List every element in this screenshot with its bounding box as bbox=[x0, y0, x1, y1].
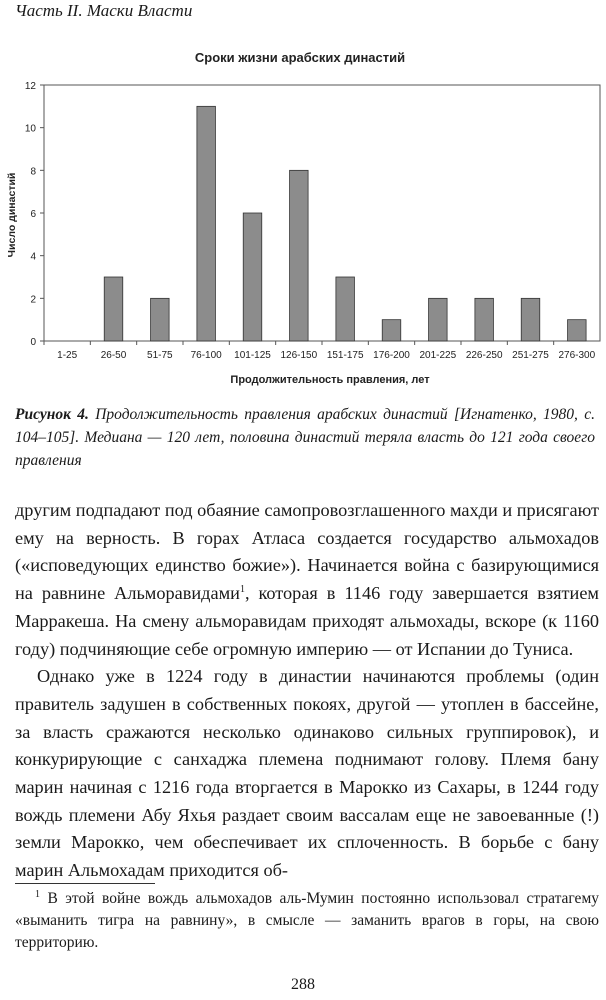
bar bbox=[151, 298, 170, 341]
x-tick-label: 201-225 bbox=[419, 350, 457, 361]
body-text bbox=[15, 497, 599, 885]
x-tick-label: 176-200 bbox=[373, 350, 410, 361]
caption-text: Продолжительность правления арабских династий [Игнатенко, 1980, с. 104–105]. Медиана — 120 лет, половина династий теряла власть до 121 года своего правления bbox=[15, 406, 595, 469]
bar bbox=[475, 298, 494, 341]
x-tick-label: 76-100 bbox=[190, 350, 222, 361]
bar bbox=[290, 170, 309, 341]
chart-title: Сроки жизни арабских династий bbox=[194, 50, 406, 65]
paragraph-1 bbox=[15, 497, 599, 663]
paragraph-2: Однако уже в 1224 году в династии начинаются проблемы (один правитель задушен в собственных покоях, другой — утоплен в бассейне, за власть сражаются несколько одинаково сильных группировок), и конкурирующие с санхаджа племена поднимают голову. Племя бану марин начиная с 1216 года вторгается в Марокко из Сахары, в 1244 году вождь племени Абу Яхья раздает своим вассалам еще не завоеванные (!) земли Марокко, чем обеспечивает их сплоченность. В борьбе с бану марин Альмохадам приходится об- bbox=[15, 666, 599, 881]
running-head: Часть II. Маски Власти bbox=[15, 1, 193, 20]
y-tick-label: 12 bbox=[24, 81, 36, 92]
chart-y-axis-label: Число династий bbox=[6, 172, 18, 258]
chart-plot-area bbox=[25, 81, 600, 361]
x-tick-label: 276-300 bbox=[558, 350, 596, 361]
x-tick-label: 151-175 bbox=[326, 350, 364, 361]
dynasty-lifespan-chart bbox=[0, 30, 606, 400]
x-tick-label: 251-275 bbox=[512, 350, 549, 361]
footnote-text: В этой войне вождь альмохадов аль-Мумин постоянно использовал стратагему «выманить тигра на равнину», в смысле — заманить врагов в горы, на свою территорию. bbox=[15, 890, 599, 951]
bar bbox=[429, 298, 448, 341]
footnote-ref: 1 bbox=[239, 584, 245, 596]
x-tick-label: 1-25 bbox=[57, 350, 78, 361]
page-number: 288 bbox=[291, 976, 315, 993]
x-tick-label: 126-150 bbox=[280, 350, 318, 361]
y-tick-label: 2 bbox=[30, 294, 36, 306]
bar bbox=[336, 277, 355, 341]
bar bbox=[382, 320, 401, 341]
y-tick-label: 4 bbox=[30, 251, 36, 263]
x-tick-label: 101-125 bbox=[234, 350, 271, 361]
paragraph-1-end: , которая в 1146 году завершается взятием Марракеша. На смену альморавидам приходят альмохады, вскоре (к 1160 году) подчиняющие себе огромную империю — от Испании до Туниса. bbox=[15, 583, 599, 659]
footnote-number: 1 bbox=[35, 888, 40, 900]
x-tick-label: 26-50 bbox=[100, 350, 127, 361]
y-tick-label: 0 bbox=[30, 337, 36, 348]
bar bbox=[197, 106, 216, 341]
bar bbox=[243, 213, 262, 341]
caption-label: Рисунок 4. bbox=[15, 406, 89, 423]
x-tick-label: 51-75 bbox=[147, 350, 173, 361]
footnote-rule bbox=[15, 883, 155, 884]
bar bbox=[104, 277, 123, 341]
paragraph-1-start: другим подпадают под обаяние самопровозглашенного махди и присягают ему на верность. В горах Атласа создается государство альмохадов («исповедующих единство божие»). Начинается война с базирующимися на равнине Альморавидами bbox=[15, 500, 599, 604]
footnote bbox=[15, 888, 599, 954]
y-tick-label: 8 bbox=[30, 166, 36, 178]
figure-caption bbox=[15, 403, 595, 472]
bar bbox=[568, 320, 587, 341]
y-tick-label: 10 bbox=[24, 123, 36, 135]
bar bbox=[521, 298, 540, 341]
x-tick-label: 226-250 bbox=[465, 350, 503, 361]
y-tick-label: 6 bbox=[30, 209, 36, 220]
chart-frame bbox=[44, 85, 600, 341]
chart-x-axis-label: Продолжительность правления, лет bbox=[230, 374, 430, 386]
